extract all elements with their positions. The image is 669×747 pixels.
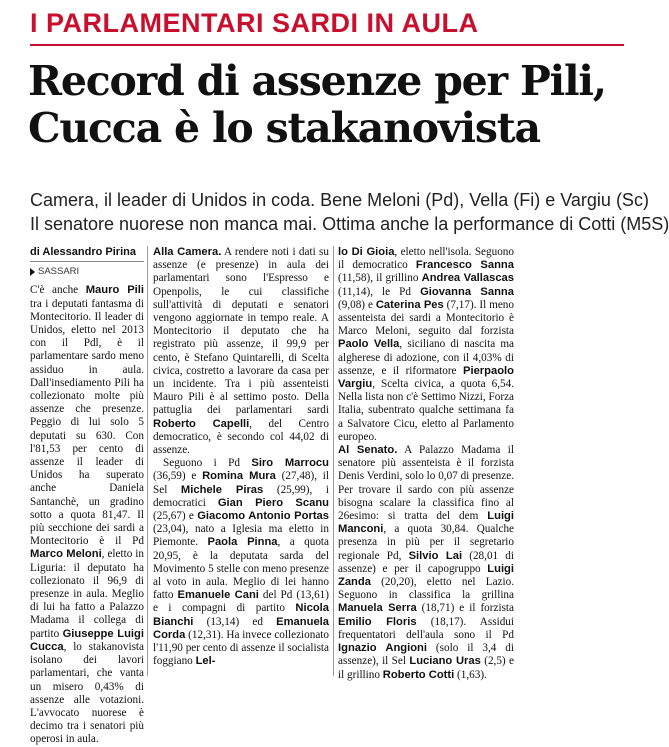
section-lead: Alla Camera. xyxy=(153,246,222,258)
paragraph: C'è anche Mauro Pili tra i deputati fantasma di Montecitorio. Il leader di Unidos, eletto nel 2013 con il Pdl, è il parlamentare sardo meno assiduo in aula. Dall'insediamento Pili ha collezionato molte più assenze che presenze. Peggio di lui solo 5 deputati su 630. Con l'81,53 per cento di assenze il leader di Unidos ha superato anche Daniela Santanchè, un gradino sotto a quota 81,47. Il più secchione dei sardi a Montecitorio è il Pd Marco Meloni, eletto in Liguria: il deputato ha collezionato il 96,9 di presenze in aula. Meglio di lui ha fatto a Palazzo Madama il collega di partito Giuseppe Luigi Cucca, lo stakanovista isolano dei lavori parlamentari, che vanta un misero 0,43% di assenze alle votazioni. L'avvocato nuorese è decimo tra i senatori più operosi in aula. xyxy=(30,284,144,746)
byline: di Alessandro Pirina xyxy=(30,246,144,262)
article-column-2 xyxy=(153,246,329,678)
subheadline xyxy=(30,188,669,236)
headline-line-2: Cucca è lo stakanovista xyxy=(28,104,540,152)
kicker-divider xyxy=(30,44,624,46)
section-lead: Al Senato. xyxy=(338,444,398,457)
headline xyxy=(28,58,628,152)
dateline xyxy=(30,265,144,278)
headline-line-1: Record di assenze per Pili, xyxy=(28,57,606,105)
paragraph: lo Di Gioia, eletto nell'isola. Seguono il democratico Francesco Sanna (11,58), il grillino Andrea Vallascas (11,14), le Pd Giovanna Sanna (9,08) e Caterina Pes (7,17). Il meno assenteista dei sardi a Montecitorio è Marco Meloni, seguito dal forzista Paolo Vella, siciliano di nascita ma algherese di adozione, con il 4,03% di assenze, e il riformatore Pierpaolo Vargiu, Scelta civica, a quota 6,54. Nella lista non c'è Settimo Nizzi, Forza Italia, subentrato qualche settimana fa a Salvatore Cicu, eletto al Parlamento europeo. xyxy=(338,246,515,443)
paragraph: Seguono i Pd Siro Marrocu (36,59) e Romina Mura (27,48), il Sel Michele Piras (25,99), i democratici Gian Piero Scanu (25,67) e Giacomo Antonio Portas (23,04), nato a Iglesia ma eletto in Piemonte. Paola Pinna, a quota 20,95, è la deputata sarda del Movimento 5 stelle con meno presenze al voto in aula. Meglio di lei hanno fatto Emanuele Cani del Pd (13,61) e i compagni di partito Nicola Bianchi (13,14) ed Emanuela Corda (12,31). Ha invece collezionato l'11,90 per cento di assenze il socialista foggiano Lel- xyxy=(153,457,330,668)
subheadline-line-1: Camera, il leader di Unidos in coda. Bene Meloni (Pd), Vella (Fi) e Vargiu (Sc) xyxy=(30,190,649,210)
article-column-3 xyxy=(338,246,515,681)
subheadline-line-2: Il senatore nuorese non manca mai. Ottima anche la performance di Cotti (M5S) xyxy=(30,214,669,234)
triangle-bullet-icon xyxy=(30,268,35,276)
paragraph: Alla Camera. A rendere noti i dati su assenze (e presenze) in aula dei parlamentari sono l'Espresso e Openpolis, le cui classifiche sull'attività di deputati e senatori vengono aggiornate in tempo reale. A Montecitorio il deputato che ha registrato più assenze, il 99,9 per cento, è Stefano Quintarelli, di Scelta civica, costretto a lavorare da casa per un incidente. Tra i più assenteisti Mauro Pili è al settimo posto. Della pattuglia dei parlamentari sardi Roberto Capelli, del Centro democratico, è secondo col 44,02 di assenze. xyxy=(153,246,329,457)
section-kicker: I PARLAMENTARI SARDI IN AULA xyxy=(30,8,479,38)
article-column-1 xyxy=(30,246,144,746)
dateline-place: SASSARI xyxy=(38,266,80,278)
column-divider xyxy=(147,246,148,676)
column-divider xyxy=(333,246,334,676)
paragraph: Al Senato. A Palazzo Madama il senatore più assenteista è il forzista Denis Verdini, solo lo 0,07 di presenze. Per trovare il sardo con più assenze bisogna scalare la classifica fino al 26esimo: si tratta del dem Luigi Manconi, a quota 30,84. Qualche presenza in più per il segretario regionale Pd, Silvio Lai (28,01 di assenze) e per il capogruppo Luigi Zanda (20,20), eletto nel Lazio. Seguono in classifica la grillina Manuela Serra (18,71) e il forzista Emilio Floris (18,17). Assidui frequentatori dell'aula sono il Pd Ignazio Angioni (solo il 3,4 di assenze), il Sel Luciano Uras (2,5) e il grillino Roberto Cotti (1,63). xyxy=(338,444,515,681)
